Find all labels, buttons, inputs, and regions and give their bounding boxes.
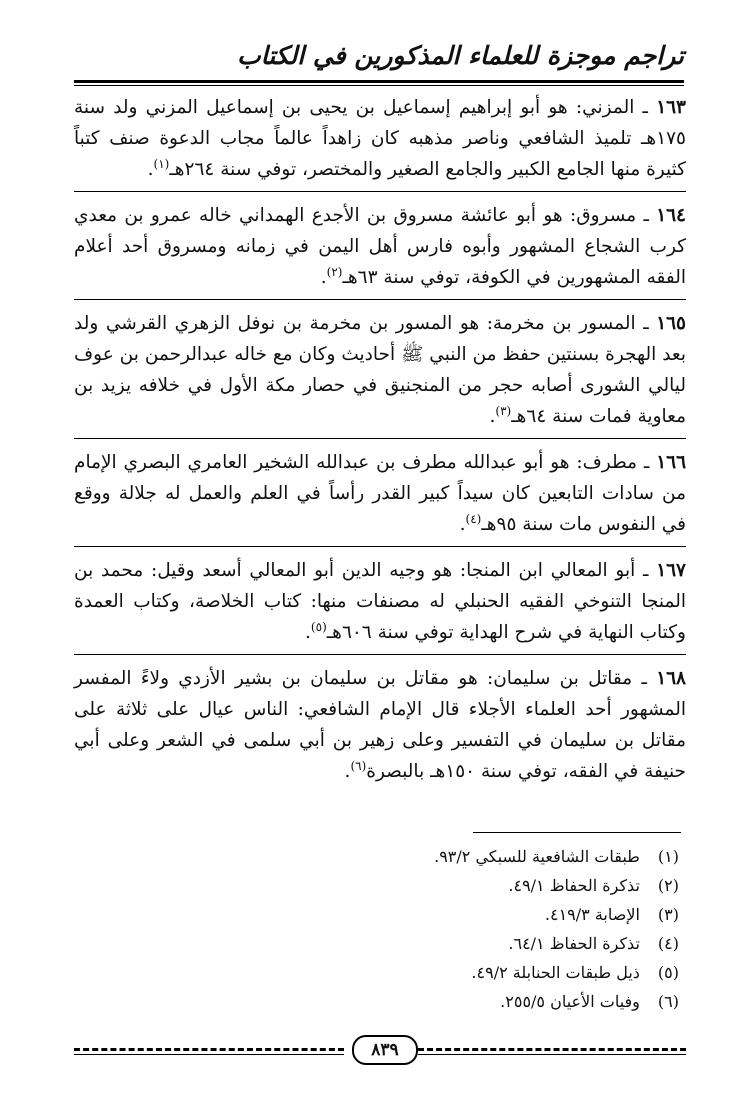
footnote-text: الإصابة ٤١٩/٣. [544,905,640,924]
footer-dashed-rule-right [418,1048,686,1051]
footnotes [279,842,679,1016]
footnote [279,987,679,1016]
footnote-ref: (٢) [326,264,343,279]
entry-number: ١٦٨ [656,668,686,689]
footnote-mark: (٤) [657,934,679,953]
footnote-mark: (١) [657,847,679,866]
page-number: ٨٣٩ [352,1035,418,1065]
footnote-text: وفيات الأعيان ٢٥٥/٥. [500,992,640,1011]
footnote-ref: (٣) [495,403,512,418]
entry-text: ـ المزني: هو أبو إبراهيم إسماعيل بن يحيى بن إسماعيل المزني ولد سنة ١٧٥هـ تلميذ الشافعي وناصر مذهبه كان زاهداً عالماً مجاب الدعوة صنف كتباً كثيرة منها الجامع الكبير والجامع الصغير والمختصر، توفي سنة ٢٦٤هـ [74,97,686,180]
footnote-text: تذكرة الحفاظ ٦٤/١. [508,934,640,953]
main-text [74,92,686,787]
entry-text: ـ أبو المعالي ابن المنجا: هو وجيه الدين أبو المعالي أسعد وقيل: محمد بن المنجا التنوخي الفقيه الحنبلي له مصنفات منها: كتاب الخلاصة، وكتاب العمدة وكتاب النهاية في شرح الهداية توفي سنة ٦٠٦هـ [74,560,686,643]
entry-separator [74,654,686,655]
entry-number: ١٦٣ [656,97,686,118]
biography-entry: ١٦٨ ـ مقاتل بن سليمان: هو مقاتل بن سليمان بن بشير الأزدي ولاءً المفسر المشهور أحد العلماء الأجلاء قال الإمام الشافعي: الناس عيال على ثلاثة على مقاتل بن سليمان في التفسير وعلى زهير بن أبي سلمى في الشعر وعلى أبي حنيفة في الفقه، توفي سنة ١٥٠هـ بالبصرة$^{(٦)}$. [74,668,686,782]
footnote-mark: (٣) [657,905,679,924]
biography-entry: ١٦٦ ـ مطرف: هو أبو عبدالله مطرف بن عبدالله الشخير العامري البصري الإمام من سادات التابعين كان سيداً كبير القدر رأساً في العلم والعمل له جلالة ووقع في النفوس مات سنة ٩٥هـ$^{(٤)}$. [74,452,687,535]
footnote-text: طبقات الشافعية للسبكي ٩٣/٢. [434,847,640,866]
entry-number: ١٦٦ [656,452,687,473]
entry-text: ـ المسور بن مخرمة: هو المسور بن مخرمة بن نوفل الزهري القرشي ولد بعد الهجرة بسنتين حفظ من النبي ﷺ أحاديث وكان مع خاله عبدالرحمن بن عوف ليالي الشورى أصابه حجر من المنجنيق في حصار مكة الأول في خلافه يزيد بن معاوية فمات سنة ٦٤هـ [74,313,686,427]
footnote-mark: (٢) [657,876,679,895]
footer-rule-left [74,1054,344,1055]
entry-number: ١٦٥ [656,313,686,334]
entry-number: ١٦٤ [656,205,686,226]
entry-separator [74,299,686,300]
biography-entry: ١٦٥ ـ المسور بن مخرمة: هو المسور بن مخرمة بن نوفل الزهري القرشي ولد بعد الهجرة بسنتين حفظ من النبي ﷺ أحاديث وكان مع خاله عبدالرحمن بن عوف ليالي الشورى أصابه حجر من المنجنيق في حصار مكة الأول في خلافه يزيد بن معاوية فمات سنة ٦٤هـ$^{(٣)}$. [74,313,686,427]
biography-entry: ١٦٤ ـ مسروق: هو أبو عائشة مسروق بن الأجدع الهمداني خاله عمرو بن معدي كرب الشجاع المشهور وأبوه فارس أهل اليمن في زمانه ومسروق أحد أعلام الفقه المشهورين في الكوفة، توفي سنة ٦٣هـ$^{(٢)}$. [74,205,686,288]
footnote-ref: (٦) [350,758,367,773]
entry-separator [74,546,686,547]
page-footer [74,1035,686,1065]
footer-rule-right [418,1054,686,1055]
entry-separator [74,191,686,192]
footnote-ref: (١) [153,156,170,171]
entry-text: ـ مطرف: هو أبو عبدالله مطرف بن عبدالله الشخير العامري البصري الإمام من سادات التابعين كان سيداً كبير القدر رأساً في العلم والعمل له جلالة ووقع في النفوس مات سنة ٩٥هـ [74,452,686,535]
footnote-text: تذكرة الحفاظ ٤٩/١. [508,876,640,895]
footnote-text: ذيل طبقات الحنابلة ٤٩/٢. [471,963,640,982]
biography-entry: ١٦٧ ـ أبو المعالي ابن المنجا: هو وجيه الدين أبو المعالي أسعد وقيل: محمد بن المنجا التنوخي الفقيه الحنبلي له مصنفات منها: كتاب الخلاصة، وكتاب العمدة وكتاب النهاية في شرح الهداية توفي سنة ٦٠٦هـ$^{(٥)}$. [74,560,686,643]
entry-separator [74,438,686,439]
footnote [279,958,679,987]
footnote-ref: (٥) [310,619,327,634]
footnote-mark: (٦) [657,992,679,1011]
entry-text: ـ مقاتل بن سليمان: هو مقاتل بن سليمان بن بشير الأزدي ولاءً المفسر المشهور أحد العلماء الأجلاء قال الإمام الشافعي: الناس عيال على ثلاثة على مقاتل بن سليمان في التفسير وعلى زهير بن أبي سلمى في الشعر وعلى أبي حنيفة في الفقه، توفي سنة ١٥٠هـ بالبصرة [74,668,686,782]
running-header [74,36,684,80]
header-rule [74,80,684,83]
footnote [279,929,679,958]
footnote-mark: (٥) [657,963,679,982]
footnote [279,842,679,871]
footnote-rule [473,832,681,833]
header-rule-thin [74,85,684,86]
footer-dashed-rule-left [74,1048,344,1051]
footnote [279,871,679,900]
footnote [279,900,679,929]
footnote-ref: (٤) [465,511,482,526]
entry-number: ١٦٧ [656,560,686,581]
entry-text: ـ مسروق: هو أبو عائشة مسروق بن الأجدع الهمداني خاله عمرو بن معدي كرب الشجاع المشهور وأبوه فارس أهل اليمن في زمانه ومسروق أحد أعلام الفقه المشهورين في الكوفة، توفي سنة ٦٣هـ [74,205,686,288]
biography-entry: ١٦٣ ـ المزني: هو أبو إبراهيم إسماعيل بن يحيى بن إسماعيل المزني ولد سنة ١٧٥هـ تلميذ الشافعي وناصر مذهبه كان زاهداً عالماً مجاب الدعوة صنف كتباً كثيرة منها الجامع الكبير والجامع الصغير والمختصر، توفي سنة ٢٦٤هـ$^{(١)}$. [74,97,686,180]
header-title: تراجم موجزة للعلماء المذكورين في الكتاب [237,41,684,70]
